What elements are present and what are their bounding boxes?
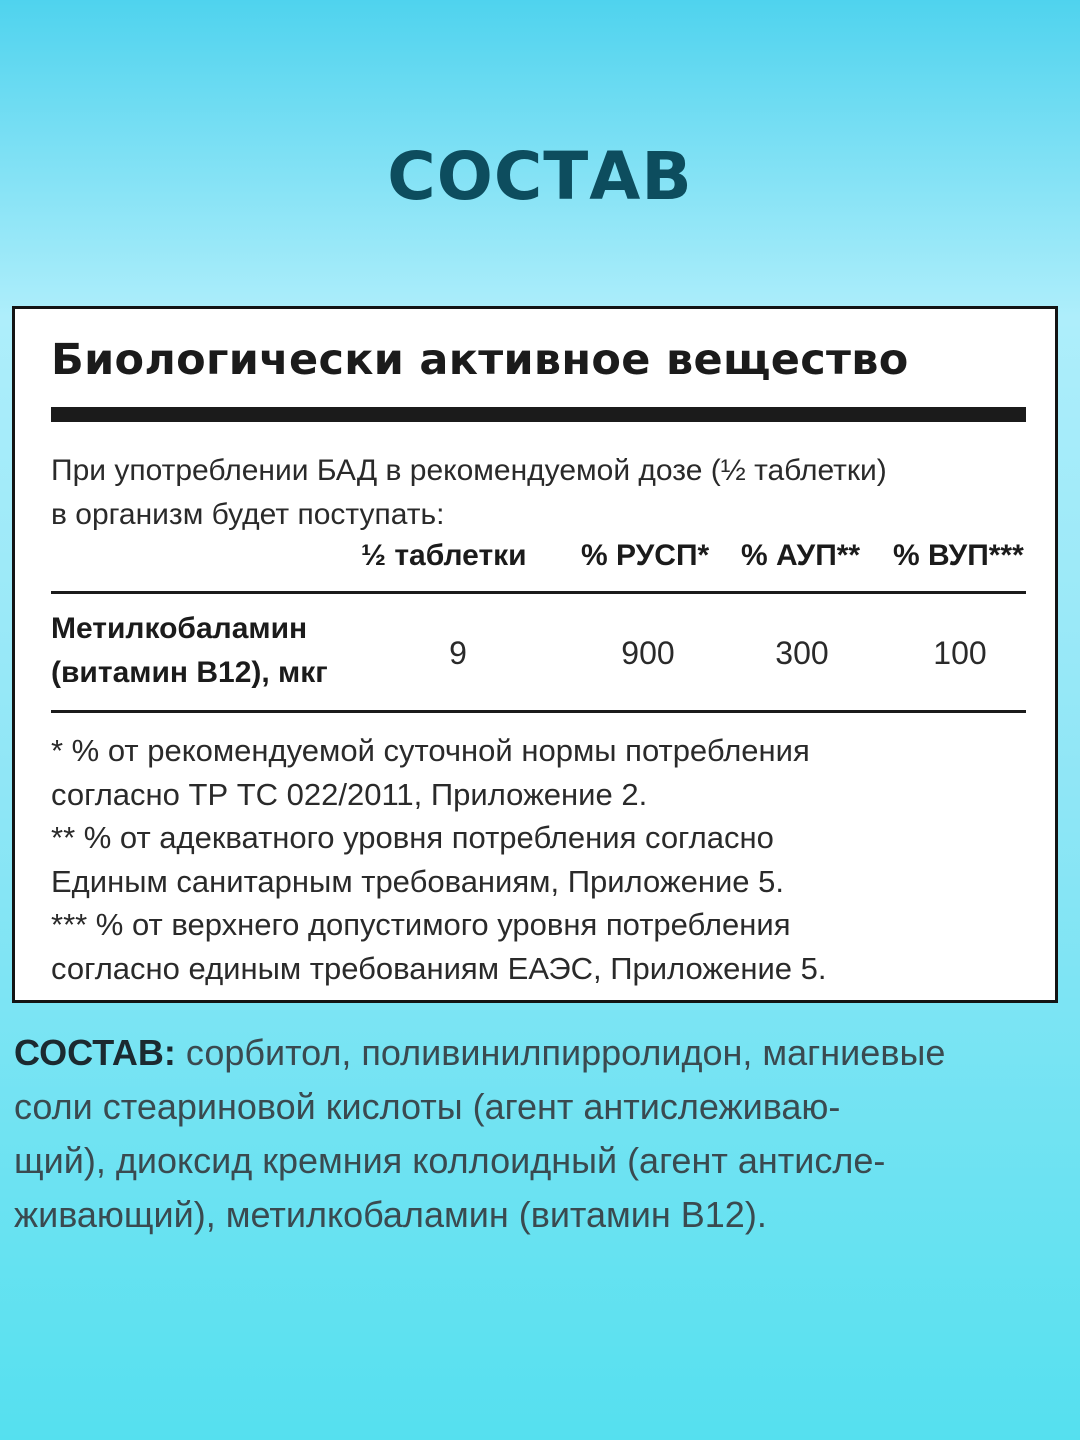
table-bottom-divider [51, 710, 1026, 713]
footnote-line: Единым санитарным требованиям, Приложение 5. [51, 863, 784, 899]
composition-label: СОСТАВ: [14, 1032, 176, 1073]
composition-line-text: сорбитол, поливинилпирролидон, магниевые [175, 1032, 946, 1073]
table-cell-aup: 300 [775, 635, 829, 671]
table-cell-vup: 100 [933, 635, 987, 671]
footnote-line: согласно единым требованиям ЕАЭС, Приложение 5. [51, 950, 827, 986]
table-header-divider [51, 591, 1026, 594]
table-cell-rusp: 900 [621, 635, 675, 671]
footnote-line: *** % от верхнего допустимого уровня потребления [51, 907, 791, 942]
intro-line: в организм будет поступать: [51, 498, 445, 531]
title-divider [51, 407, 1026, 422]
column-header-dose: ½ таблетки [361, 539, 527, 572]
panel-title: Биологически активное вещество [51, 335, 909, 385]
composition-text [14, 1026, 1064, 1242]
nutrient-name-line: Метилкобаламин [51, 612, 308, 645]
composition-line: живающий), метилкобаламин (витамин В12). [14, 1194, 767, 1235]
table-row-name [51, 607, 328, 695]
intro-line: При употреблении БАД в рекомендуемой дозе (½ таблетки) [51, 454, 887, 487]
footnote-line: * % от рекомендуемой суточной нормы потребления [51, 733, 810, 768]
column-header-rusp: % РУСП* [581, 539, 710, 572]
footnote-line: ** % от адекватного уровня потребления согласно [51, 820, 774, 855]
composition-line: щий), диоксид кремния коллоидный (агент антисле- [14, 1140, 886, 1181]
footnotes [51, 729, 1041, 990]
column-header-vup: % ВУП*** [893, 539, 1024, 572]
supplement-facts-panel [12, 306, 1058, 1003]
table-cell-dose: 9 [449, 635, 467, 671]
composition-line: соли стеариновой кислоты (агент антислеживаю- [14, 1086, 841, 1127]
column-header-aup: % АУП** [741, 539, 861, 572]
footnote-line: согласно ТР ТС 022/2011, Приложение 2. [51, 776, 648, 812]
intro-text [51, 449, 1051, 537]
page-title: СОСТАВ [387, 138, 693, 215]
nutrient-name-line: (витамин В12), мкг [51, 656, 328, 689]
composition-line [14, 1026, 1064, 1080]
